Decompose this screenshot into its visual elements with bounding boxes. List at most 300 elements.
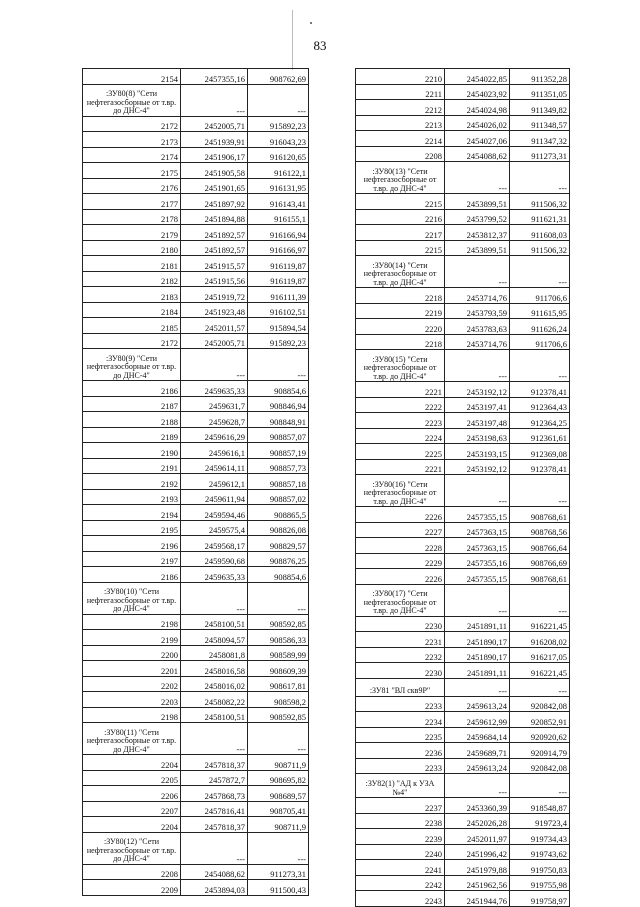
point-number-cell: 2186 [83,381,181,397]
y-coordinate-cell: 916166,97 [248,240,309,256]
table-row [356,288,570,304]
y-coordinate-cell: 919755,98 [510,875,570,891]
x-coordinate-cell: 2451890,17 [445,632,510,648]
point-number-cell: 2199 [83,630,181,646]
x-coordinate-cell: 2451892,57 [181,240,248,256]
table-row [83,178,309,194]
section-header-row [83,349,309,381]
x-coordinate-cell: --- [181,723,248,755]
y-coordinate-cell: --- [248,84,309,116]
x-coordinate-cell: 2453714,76 [445,288,510,304]
table-row [356,758,570,774]
table-row [356,844,570,860]
y-coordinate-cell: 908826,08 [248,520,309,536]
point-number-cell: 2226 [356,569,445,585]
point-number-cell: 2208 [83,864,181,880]
y-coordinate-cell: 912361,61 [510,428,570,444]
table-row [356,444,570,460]
x-coordinate-cell: 2459575,4 [181,520,248,536]
y-coordinate-cell: 916119,87 [248,256,309,272]
table-row [83,489,309,505]
point-number-cell: 2185 [83,318,181,334]
point-number-cell: 2218 [356,334,445,350]
x-coordinate-cell: 2452005,71 [181,333,248,349]
y-coordinate-cell: 908829,57 [248,536,309,552]
table-row [83,630,309,646]
table-row [83,801,309,817]
table-row [83,209,309,225]
y-coordinate-cell: 912378,41 [510,459,570,475]
table-row [83,69,309,85]
table-row [83,271,309,287]
table-row [83,116,309,132]
x-coordinate-cell: 2451919,72 [181,287,248,303]
x-coordinate-cell: 2451891,11 [445,616,510,632]
y-coordinate-cell: 916166,94 [248,225,309,241]
section-label: :ЗУ81 "ВЛ скв9Р" [356,678,445,696]
x-coordinate-cell: 2457363,15 [445,538,510,554]
section-label: :ЗУ80(10) "Сети нефтегазосборные от т.вр. до ДНС-4" [83,582,181,614]
y-coordinate-cell: 911273,31 [248,864,309,880]
point-number-cell: 2211 [356,84,445,100]
x-coordinate-cell: 2453197,41 [445,397,510,413]
point-number-cell: 2212 [356,100,445,116]
y-coordinate-cell: 916221,45 [510,616,570,632]
table-row [356,131,570,147]
point-number-cell: 2207 [83,801,181,817]
table-row [83,661,309,677]
table-row [356,522,570,538]
x-coordinate-cell: 2454022,85 [445,69,510,85]
x-coordinate-cell: 2452005,71 [181,116,248,132]
point-number-cell: 2205 [83,770,181,786]
point-number-cell: 2189 [83,427,181,443]
x-coordinate-cell: 2454088,62 [445,146,510,162]
table-row [356,146,570,162]
y-coordinate-cell: 915894,54 [248,318,309,334]
y-coordinate-cell: 908598,2 [248,692,309,708]
table-row [83,427,309,443]
x-coordinate-cell: --- [181,84,248,116]
table-row [83,163,309,179]
y-coordinate-cell: 908768,61 [510,507,570,523]
y-coordinate-cell: 908865,5 [248,505,309,521]
table-row [83,692,309,708]
section-header-row [83,84,309,116]
point-number-cell: 2174 [83,147,181,163]
table-row [356,798,570,814]
y-coordinate-cell: --- [510,584,570,616]
coordinates-table-left [82,68,309,896]
table-row [356,507,570,523]
x-coordinate-cell: 2453894,03 [181,880,248,896]
table-row [356,69,570,85]
point-number-cell: 2232 [356,647,445,663]
point-number-cell: 2202 [83,676,181,692]
section-label: :ЗУ80(9) "Сети нефтегазосборные от т.вр. до ДНС-4" [83,349,181,381]
table-row [83,318,309,334]
x-coordinate-cell: 2451901,65 [181,178,248,194]
y-coordinate-cell: 908768,56 [510,522,570,538]
y-coordinate-cell: 912378,41 [510,382,570,398]
x-coordinate-cell: 2457355,16 [181,69,248,85]
point-number-cell: 2210 [356,69,445,85]
y-coordinate-cell: 912364,25 [510,413,570,429]
table-row [83,536,309,552]
y-coordinate-cell: --- [510,475,570,507]
x-coordinate-cell: 2457355,16 [445,553,510,569]
table-row [356,459,570,475]
section-header-row [356,162,570,194]
y-coordinate-cell: 911348,57 [510,115,570,131]
y-coordinate-cell: 908857,73 [248,458,309,474]
section-label: :ЗУ80(17) "Сети нефтегазосборные от т.вр. до ДНС-4" [356,584,445,616]
table-row [356,891,570,907]
point-number-cell: 2217 [356,225,445,241]
y-coordinate-cell: 920842,08 [510,696,570,712]
point-number-cell: 2175 [83,163,181,179]
x-coordinate-cell: 2459613,24 [445,696,510,712]
y-coordinate-cell: 908846,94 [248,396,309,412]
point-number-cell: 2176 [83,178,181,194]
point-number-cell: 2223 [356,413,445,429]
x-coordinate-cell: 2454026,02 [445,115,510,131]
x-coordinate-cell: 2459612,1 [181,474,248,490]
y-coordinate-cell: --- [248,832,309,864]
x-coordinate-cell: 2451962,56 [445,875,510,891]
point-number-cell: 2225 [356,444,445,460]
x-coordinate-cell: 2451905,58 [181,163,248,179]
x-coordinate-cell: 2454023,92 [445,84,510,100]
y-coordinate-cell: 916043,23 [248,132,309,148]
y-coordinate-cell: 920914,79 [510,743,570,759]
table-row [356,115,570,131]
table-row [83,474,309,490]
x-coordinate-cell: --- [181,582,248,614]
point-number-cell: 2242 [356,875,445,891]
x-coordinate-cell: --- [445,350,510,382]
x-coordinate-cell: 2454024,98 [445,100,510,116]
y-coordinate-cell: 918548,87 [510,798,570,814]
table-row [83,302,309,318]
y-coordinate-cell: 908857,02 [248,489,309,505]
point-number-cell: 2221 [356,382,445,398]
table-row [83,147,309,163]
x-coordinate-cell: 2457818,37 [181,817,248,833]
point-number-cell: 2234 [356,712,445,728]
y-coordinate-cell: 920920,62 [510,727,570,743]
y-coordinate-cell: 916102,51 [248,302,309,318]
x-coordinate-cell: 2453799,52 [445,209,510,225]
section-header-row [83,723,309,755]
table-row [83,381,309,397]
point-number-cell: 2195 [83,520,181,536]
table-row [356,397,570,413]
x-coordinate-cell: 2453192,12 [445,459,510,475]
y-coordinate-cell: 916143,41 [248,194,309,210]
table-row [356,875,570,891]
y-coordinate-cell: 911706,6 [510,288,570,304]
section-header-row [356,256,570,288]
table-row [83,520,309,536]
x-coordinate-cell: 2453783,63 [445,319,510,335]
section-header-row [356,584,570,616]
x-coordinate-cell: 2459590,68 [181,551,248,567]
section-label: :ЗУ80(11) "Сети нефтегазосборные от т.вр. до ДНС-4" [83,723,181,755]
y-coordinate-cell: --- [510,350,570,382]
y-coordinate-cell: 908711,9 [248,817,309,833]
point-number-cell: 2233 [356,758,445,774]
y-coordinate-cell: 911626,24 [510,319,570,335]
y-coordinate-cell: --- [510,256,570,288]
y-coordinate-cell: 916217,05 [510,647,570,663]
x-coordinate-cell: 2459616,1 [181,443,248,459]
y-coordinate-cell: 916131,95 [248,178,309,194]
y-coordinate-cell: 908857,19 [248,443,309,459]
point-number-cell: 2224 [356,428,445,444]
point-number-cell: 2191 [83,458,181,474]
table-row [83,256,309,272]
scan-artifact-dot [310,22,312,24]
point-number-cell: 2186 [83,567,181,583]
y-coordinate-cell: --- [510,162,570,194]
y-coordinate-cell: 908766,69 [510,553,570,569]
y-coordinate-cell: 908609,39 [248,661,309,677]
x-coordinate-cell: 2459689,71 [445,743,510,759]
table-row [83,132,309,148]
y-coordinate-cell: 911273,31 [510,146,570,162]
y-coordinate-cell: 912364,43 [510,397,570,413]
point-number-cell: 2209 [83,880,181,896]
table-row [356,743,570,759]
y-coordinate-cell: 916119,87 [248,271,309,287]
point-number-cell: 2204 [83,817,181,833]
point-number-cell: 2241 [356,860,445,876]
table-row [83,505,309,521]
section-header-row [356,774,570,798]
x-coordinate-cell: 2459635,33 [181,381,248,397]
table-row [83,458,309,474]
table-row [83,880,309,896]
table-row [356,538,570,554]
x-coordinate-cell: 2459614,11 [181,458,248,474]
table-row [83,333,309,349]
point-number-cell: 2243 [356,891,445,907]
y-coordinate-cell: 911506,32 [510,194,570,210]
point-number-cell: 2203 [83,692,181,708]
table-row [83,817,309,833]
y-coordinate-cell: 911347,32 [510,131,570,147]
x-coordinate-cell: 2451894,88 [181,209,248,225]
point-number-cell: 2181 [83,256,181,272]
x-coordinate-cell: 2457818,37 [181,755,248,771]
table-row [356,829,570,845]
x-coordinate-cell: 2451891,11 [445,663,510,679]
y-coordinate-cell: 916120,65 [248,147,309,163]
x-coordinate-cell: 2458082,22 [181,692,248,708]
x-coordinate-cell: 2458016,02 [181,676,248,692]
point-number-cell: 2184 [83,302,181,318]
point-number-cell: 2230 [356,616,445,632]
y-coordinate-cell: 908857,07 [248,427,309,443]
x-coordinate-cell: 2459631,7 [181,396,248,412]
y-coordinate-cell: 908711,9 [248,755,309,771]
x-coordinate-cell: 2453714,76 [445,334,510,350]
table-row [83,864,309,880]
x-coordinate-cell: 2451890,17 [445,647,510,663]
y-coordinate-cell: 916155,1 [248,209,309,225]
point-number-cell: 2215 [356,194,445,210]
x-coordinate-cell: 2451944,76 [445,891,510,907]
point-number-cell: 2222 [356,397,445,413]
y-coordinate-cell: 915892,23 [248,333,309,349]
table-row [83,676,309,692]
point-number-cell: 2154 [83,69,181,85]
section-header-row [356,475,570,507]
y-coordinate-cell: 920842,08 [510,758,570,774]
y-coordinate-cell: 916221,45 [510,663,570,679]
point-number-cell: 2213 [356,115,445,131]
table-row [83,412,309,428]
y-coordinate-cell: 908762,69 [248,69,309,85]
section-label: :ЗУ80(8) "Сети нефтегазосборные от т.вр. до ДНС-4" [83,84,181,116]
point-number-cell: 2172 [83,116,181,132]
point-number-cell: 2236 [356,743,445,759]
x-coordinate-cell: 2457816,41 [181,801,248,817]
point-number-cell: 2187 [83,396,181,412]
x-coordinate-cell: --- [445,475,510,507]
x-coordinate-cell: 2453193,15 [445,444,510,460]
table-row [356,334,570,350]
point-number-cell: 2228 [356,538,445,554]
table-row [356,100,570,116]
y-coordinate-cell: 908854,6 [248,567,309,583]
point-number-cell: 2183 [83,287,181,303]
table-row [356,194,570,210]
point-number-cell: 2226 [356,507,445,523]
y-coordinate-cell: 908589,99 [248,645,309,661]
table-row [83,240,309,256]
y-coordinate-cell: 916122,1 [248,163,309,179]
y-coordinate-cell: 919750,83 [510,860,570,876]
table-row [83,396,309,412]
x-coordinate-cell: 2457355,15 [445,569,510,585]
x-coordinate-cell: 2451906,17 [181,147,248,163]
table-row [356,413,570,429]
point-number-cell: 2238 [356,813,445,829]
y-coordinate-cell: 919723,4 [510,813,570,829]
x-coordinate-cell: 2453899,51 [445,240,510,256]
x-coordinate-cell: 2457872,7 [181,770,248,786]
x-coordinate-cell: 2458100,51 [181,614,248,630]
y-coordinate-cell: 908586,33 [248,630,309,646]
x-coordinate-cell: 2458094,57 [181,630,248,646]
table-row [356,663,570,679]
table-row [356,860,570,876]
y-coordinate-cell: 908766,64 [510,538,570,554]
point-number-cell: 2218 [356,288,445,304]
x-coordinate-cell: 2459568,17 [181,536,248,552]
x-coordinate-cell: 2459628,7 [181,412,248,428]
y-coordinate-cell: 916208,02 [510,632,570,648]
table-row [356,553,570,569]
point-number-cell: 2233 [356,696,445,712]
y-coordinate-cell: 919743,62 [510,844,570,860]
section-header-row [83,832,309,864]
table-row [356,240,570,256]
y-coordinate-cell: --- [510,774,570,798]
x-coordinate-cell: --- [181,832,248,864]
table-row [356,84,570,100]
x-coordinate-cell: 2457363,15 [445,522,510,538]
section-header-row [356,350,570,382]
section-label: :ЗУ82(1) "АД к УЗА №4" [356,774,445,798]
y-coordinate-cell: 908695,82 [248,770,309,786]
table-row [356,225,570,241]
section-label: :ЗУ80(16) "Сети нефтегазосборные от т.вр. до ДНС-4" [356,475,445,507]
x-coordinate-cell: --- [445,774,510,798]
y-coordinate-cell: 911621,31 [510,209,570,225]
x-coordinate-cell: 2453198,63 [445,428,510,444]
x-coordinate-cell: 2457355,15 [445,507,510,523]
point-number-cell: 2172 [83,333,181,349]
point-number-cell: 2239 [356,829,445,845]
x-coordinate-cell: 2452011,97 [445,829,510,845]
y-coordinate-cell: --- [248,349,309,381]
x-coordinate-cell: 2459613,24 [445,758,510,774]
section-label: :ЗУ80(13) "Сети нефтегазосборные от т.вр. до ДНС-4" [356,162,445,194]
table-row [356,209,570,225]
section-header-row [356,678,570,696]
x-coordinate-cell: 2453812,37 [445,225,510,241]
x-coordinate-cell: 2458081,8 [181,645,248,661]
point-number-cell: 2196 [83,536,181,552]
table-row [83,645,309,661]
point-number-cell: 2204 [83,755,181,771]
table-row [356,727,570,743]
table-row [356,319,570,335]
x-coordinate-cell: --- [445,256,510,288]
x-coordinate-cell: 2454088,62 [181,864,248,880]
point-number-cell: 2200 [83,645,181,661]
table-row [356,813,570,829]
y-coordinate-cell: 911500,43 [248,880,309,896]
x-coordinate-cell: --- [445,584,510,616]
table-row [356,569,570,585]
x-coordinate-cell: 2453899,51 [445,194,510,210]
point-number-cell: 2179 [83,225,181,241]
x-coordinate-cell: 2451892,57 [181,225,248,241]
point-number-cell: 2221 [356,459,445,475]
y-coordinate-cell: 911351,05 [510,84,570,100]
x-coordinate-cell: 2451923,48 [181,302,248,318]
x-coordinate-cell: 2452011,57 [181,318,248,334]
y-coordinate-cell: 919734,43 [510,829,570,845]
table-row [356,303,570,319]
coordinates-table-right [355,68,570,907]
y-coordinate-cell: 911608,03 [510,225,570,241]
y-coordinate-cell: 908705,41 [248,801,309,817]
y-coordinate-cell: 912369,08 [510,444,570,460]
x-coordinate-cell: 2457868,73 [181,786,248,802]
x-coordinate-cell: 2452026,28 [445,813,510,829]
table-row [83,551,309,567]
point-number-cell: 2173 [83,132,181,148]
y-coordinate-cell: --- [248,582,309,614]
table-row [356,712,570,728]
point-number-cell: 2201 [83,661,181,677]
table-row [83,225,309,241]
